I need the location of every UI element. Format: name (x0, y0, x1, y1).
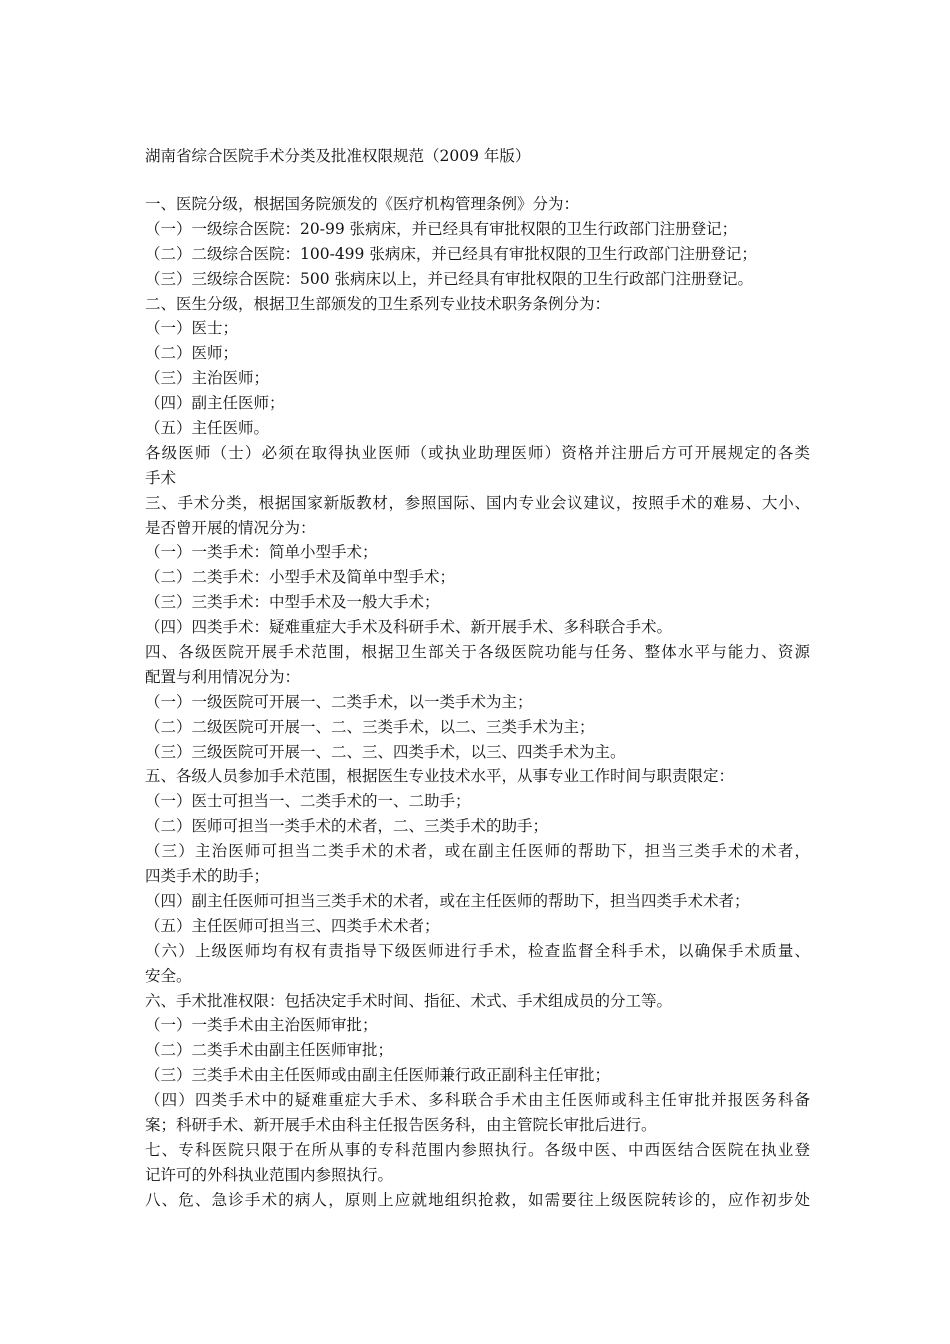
text-line: 配置与利用情况分为： (145, 667, 301, 686)
text-line: （一）一级医院可开展一、二类手术，以一类手术为主； (145, 692, 533, 711)
text-line: （三）主治医师； (145, 369, 270, 388)
text-line: 各级医师（士）必须在取得执业医师（或执业助理医师）资格并注册后方可开展规定的各类 (145, 443, 810, 462)
text-line: 手术 (145, 468, 177, 487)
text-line: （四）四类手术：疑难重症大手术及科研手术、新开展手术、多科联合手术。 (145, 618, 673, 637)
text-line: 二、医生分级，根据卫生部颁发的卫生系列专业技术职务条例分为： (145, 294, 611, 313)
document-body (145, 192, 810, 1213)
text-line: （二）二级医院可开展一、二、三类手术，以二、三类手术为主； (145, 717, 595, 736)
text-line: （一）一级综合医院：20-99 张病床，并已经具有审批权限的卫生行政部门注册登记； (145, 219, 738, 238)
text-line: （二）医师； (145, 344, 239, 363)
text-line: （一）一类手术由主治医师审批； (145, 1016, 378, 1035)
text-line: 四、各级医院开展手术范围，根据卫生部关于各级医院功能与任务、整体水平与能力、资源 (145, 643, 810, 662)
text-line: （三）三类手术由主任医师或由副主任医师兼行政正副科主任审批； (145, 1066, 611, 1085)
text-line: （三）主治医师可担当二类手术的术者，或在副主任医师的帮助下，担当三类手术的术者， (145, 842, 810, 861)
text-line: （五）主任医师。 (145, 419, 270, 438)
text-line: （一）医士； (145, 319, 239, 338)
text-line: （四）副主任医师可担当三类手术的术者，或在主任医师的帮助下，担当四类手术术者； (145, 891, 750, 910)
text-line: （二）二类手术由副主任医师审批； (145, 1041, 394, 1060)
text-line: 记许可的外科执业范围内参照执行。 (145, 1165, 394, 1184)
text-line: 案；科研手术、新开展手术由科主任报告医务科，由主管院长审批后进行。 (145, 1115, 657, 1134)
text-line: （三）三级综合医院：500 张病床以上，并已经具有审批权限的卫生行政部门注册登记。 (145, 269, 754, 288)
text-line: （一）医士可担当一、二类手术的一、二助手； (145, 792, 471, 811)
text-line: （二）二级综合医院：100-499 张病床，并已经具有审批权限的卫生行政部门注册登记； (145, 244, 757, 263)
text-line: 是否曾开展的情况分为： (145, 518, 316, 537)
text-line: （四）副主任医师； (145, 394, 285, 413)
text-line: （五）主任医师可担当三、四类手术术者； (145, 916, 440, 935)
text-line: （三）三类手术：中型手术及一般大手术； (145, 593, 440, 612)
document-title: 湖南省综合医院手术分类及批准权限规范（2009 年版） (145, 147, 531, 165)
text-line: 八、危、急诊手术的病人，原则上应就地组织抢救，如需要往上级医院转诊的，应作初步处 (145, 1190, 810, 1209)
text-line: 三、手术分类，根据国家新版教材，参照国际、国内专业会议建议，按照手术的难易、大小、 (145, 493, 810, 512)
text-line: 四类手术的助手； (145, 867, 270, 886)
text-line: （二）医师可担当一类手术的术者，二、三类手术的助手； (145, 817, 549, 836)
text-line: （六）上级医师均有权有责指导下级医师进行手术，检查监督全科手术，以确保手术质量、 (145, 941, 810, 960)
text-line: 六、手术批准权限：包括决定手术时间、指征、术式、手术组成员的分工等。 (145, 991, 673, 1010)
text-line: 安全。 (145, 966, 192, 985)
text-line: 一、医院分级，根据国务院颁发的《医疗机构管理条例》分为： (145, 195, 580, 213)
text-line: （二）二类手术：小型手术及简单中型手术； (145, 568, 456, 587)
text-line: （四）四类手术中的疑难重症大手术、多科联合手术由主任医师或科主任审批并报医务科备 (145, 1091, 810, 1110)
text-line: 七、专科医院只限于在所从事的专科范围内参照执行。各级中医、中西医结合医院在执业登 (145, 1140, 810, 1159)
text-line: （三）三级医院可开展一、二、三、四类手术，以三、四类手术为主。 (145, 742, 626, 761)
text-line: 五、各级人员参加手术范围，根据医生专业技术水平，从事专业工作时间与职责限定： (145, 767, 735, 786)
text-line: （一）一类手术：简单小型手术； (145, 543, 378, 562)
